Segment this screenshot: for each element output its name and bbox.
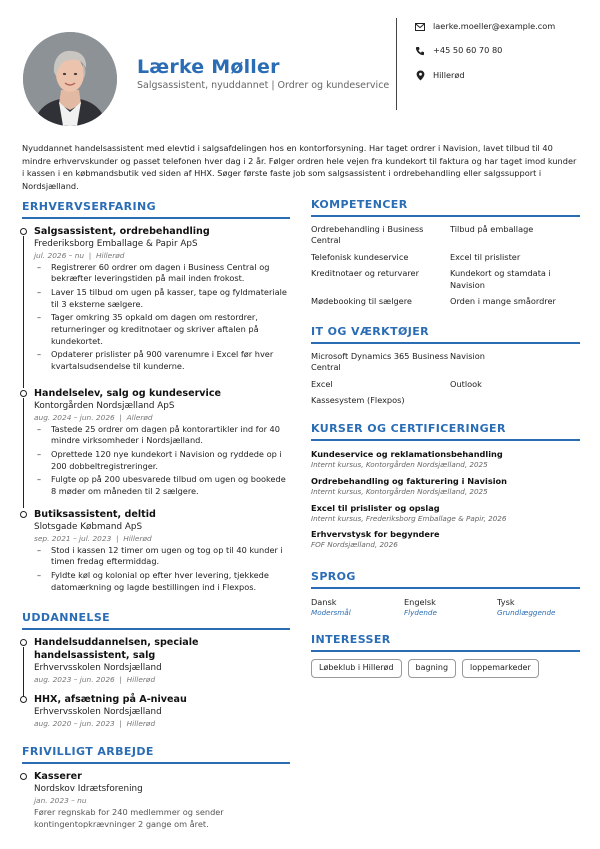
section-rule — [22, 628, 290, 630]
volunteer-description: Fører regnskab for 240 medlemmer og sender kontingentopkrævninger 2 gange om året. — [34, 806, 224, 829]
volunteer-period: jan. 2023 – nu — [34, 795, 87, 805]
timeline-line — [23, 398, 24, 508]
section-title-tools: IT OG VÆRKTØJER — [311, 325, 430, 338]
bullet-item: – Oprettede 120 nye kundekort i Navision og ryddede op i 200 dobbeltregistreringer. — [34, 449, 290, 472]
bullet-item: – Fyldte køl og kolonial op efter hver levering, tjekkede datomærkning og lagde bestillingen ind i Flexpos. — [34, 570, 290, 593]
tool-item: Kassesystem (Flexpos) — [311, 395, 405, 406]
employer: Frederiksborg Emballage & Papir ApS — [34, 238, 198, 249]
timeline-dot — [20, 511, 27, 518]
section-rule — [311, 650, 580, 652]
tools-grid — [311, 351, 579, 407]
education-meta: aug. 2023 – jun. 2026 | Hillerød — [34, 674, 156, 684]
degree-title: HHX, afsætning på A-niveau — [34, 694, 187, 705]
skill-item: Orden i mange småordrer — [450, 296, 556, 307]
language-name: Engelsk — [404, 597, 436, 607]
contact-phone[interactable] — [415, 45, 502, 56]
interest-tag: bagning — [408, 659, 457, 678]
languages-list — [311, 597, 579, 618]
skill-item: Excel til prislister — [450, 251, 521, 262]
bullet-item: – Opdaterer prislister på 900 varenumre i Excel før hver kvartalsudsendelse til kunderne. — [34, 349, 290, 372]
tool-item: Outlook — [450, 378, 482, 389]
section-rule — [22, 762, 290, 764]
job-meta: sep. 2021 – jul. 2023 | Hillerød — [34, 533, 152, 543]
bullet-item: – Laver 15 tilbud om ugen på kasser, tape og fyldmateriale til 3 eksterne sælgere. — [34, 287, 290, 310]
job-title: Butiksassistent, deltid — [34, 509, 156, 520]
header-divider — [396, 18, 397, 110]
phone-text[interactable]: +45 50 60 70 80 — [433, 45, 503, 55]
envelope-icon — [415, 22, 425, 32]
course-title: Erhvervstysk for begyndere — [311, 529, 440, 540]
section-title-interests: INTERESSER — [311, 633, 391, 646]
language-name: Dansk — [311, 597, 337, 607]
skill-item: Ordrebehandling i Business Central — [311, 224, 424, 246]
language-item — [404, 597, 497, 618]
timeline-dot — [20, 773, 27, 780]
course-title: Excel til prislister og opslag — [311, 502, 440, 513]
education-list — [22, 694, 290, 729]
job-bullets — [34, 262, 290, 373]
timeline-dot — [20, 639, 27, 646]
job-title: Handelselev, salg og kundeservice — [34, 388, 222, 399]
experience-entry — [22, 226, 290, 373]
interests-tags — [311, 659, 579, 678]
language-level: Flydende — [404, 608, 437, 618]
section-rule — [311, 215, 580, 217]
map-pin-icon — [415, 71, 425, 81]
volunteer-list — [22, 771, 290, 831]
section-title-courses: KURSER OG CERTIFICERINGER — [311, 422, 506, 435]
section-rule — [311, 342, 580, 344]
bullet-item: – Fulgte op på 200 ubesvarede tilbud om ugen og bookede 8 møder om måneden til 2 sælgere. — [34, 474, 290, 497]
course-title: Ordrebehandling og fakturering i Navision — [311, 475, 507, 486]
tool-item: Microsoft Dynamics 365 Business Central — [311, 351, 449, 373]
volunteer-entry — [22, 771, 290, 831]
bullet-item: – Tager omkring 35 opkald om dagen om restordrer, returneringer og kreditnotaer og skriver aftalen på kundekortet. — [34, 312, 290, 347]
timeline-dot — [20, 390, 27, 397]
bullet-item: – Tastede 25 ordrer om dagen på kontorartikler ind for 40 mindre virksomheder i Nordsjælland. — [34, 424, 290, 447]
section-rule — [22, 217, 290, 219]
degree-title: Handelsuddannelsen, speciale handelsassistent, salg — [34, 637, 199, 661]
job-meta: jul. 2026 – nu | Hillerød — [34, 250, 125, 260]
section-title-skills: KOMPETENCER — [311, 198, 408, 211]
section-title-volunteer: FRIVILLIGT ARBEJDE — [22, 745, 154, 758]
language-level: Modersmål — [311, 608, 351, 618]
education-entry — [22, 637, 290, 685]
tool-item: Navision — [450, 351, 486, 361]
skill-item: Telefonisk kundeservice — [311, 251, 409, 262]
experience-entry — [22, 509, 290, 593]
bullet-item: – Registrerer 60 ordrer om dagen i Business Central og bekræfter leveringstiden på mail inden frokost. — [34, 262, 290, 285]
section-title-languages: SPROG — [311, 570, 356, 583]
person-name: Lærke Møller — [137, 56, 280, 78]
section-title-experience: ERHVERVSERFARING — [22, 200, 157, 213]
experience-list — [22, 388, 290, 500]
courses-list — [311, 449, 579, 556]
job-meta: aug. 2024 – jun. 2026 | Allerød — [34, 412, 153, 422]
profile-photo — [23, 32, 117, 126]
education-entry — [22, 694, 290, 729]
job-title: Salgsassistent, ordrebehandling — [34, 226, 210, 237]
person-headline: Salgsassistent, nyuddannet | Ordrer og kundeservice — [137, 80, 390, 91]
interest-tag: loppemarkeder — [462, 659, 539, 678]
section-rule — [311, 439, 580, 441]
phone-icon — [415, 46, 425, 56]
experience-list — [22, 509, 290, 595]
course-meta: Internt kursus, Frederiksborg Emballage & Papir, 2026 — [311, 513, 507, 523]
employer: Kontorgården Nordsjælland ApS — [34, 400, 175, 411]
education-list — [22, 637, 290, 685]
employer: Slotsgade Købmand ApS — [34, 521, 143, 532]
timeline-dot — [20, 228, 27, 235]
course-meta: Internt kursus, Kontorgården Nordsjælland, 2025 — [311, 460, 488, 470]
section-title-education: UDDANNELSE — [22, 611, 111, 624]
experience-list — [22, 226, 290, 375]
summary-text: Nyuddannet handelsassistent med elevtid i salgsafdelingen hos en kontorforsyning. Har taget ordrer i Navision, lavet tilbud til 40 mindre erhvervskunder og passet telefonen hver dag i 2 år. Følger ordren hele vejen fra kundekort til faktura og har taget imod kunder i kassen i en købmandsbutik ved siden af HHX. Søger første faste job som salgsassistent i ordrebehandling eller salgssupport i Nordsjælland. — [22, 143, 577, 192]
volunteer-role: Kasserer — [34, 771, 82, 782]
experience-entry — [22, 388, 290, 498]
skill-item: Mødebooking til sælgere — [311, 296, 412, 307]
school: Erhvervsskolen Nordsjælland — [34, 662, 162, 673]
language-level: Grundlæggende — [497, 608, 556, 618]
education-meta: aug. 2020 – jun. 2023 | Hillerød — [34, 718, 156, 728]
email-text[interactable]: laerke.moeller@example.com — [433, 21, 556, 31]
timeline-dot — [20, 696, 27, 703]
course-meta: Internt kursus, Kontorgården Nordsjælland, 2025 — [311, 486, 488, 496]
volunteer-org: Nordskov Idrætsforening — [34, 783, 143, 794]
school: Erhvervsskolen Nordsjælland — [34, 706, 162, 717]
course-title: Kundeservice og reklamationsbehandling — [311, 449, 503, 459]
resume-header — [0, 0, 600, 140]
bullet-item: – Stod i kassen 12 timer om ugen og tog op til 40 kunder i timen fredag eftermiddag. — [34, 545, 290, 568]
job-bullets — [34, 424, 290, 498]
section-rule — [311, 587, 580, 589]
contact-email[interactable] — [415, 21, 555, 32]
timeline-line — [23, 236, 24, 388]
job-bullets — [34, 545, 290, 594]
course-meta: FOF Nordsjælland, 2026 — [311, 540, 398, 550]
skill-item: Tilbud på emballage — [450, 224, 534, 234]
language-item — [497, 597, 579, 618]
tool-item: Excel — [311, 378, 333, 389]
contact-location — [415, 70, 465, 81]
location-text: Hillerød — [433, 70, 465, 80]
skill-item: Kreditnotaer og returvarer — [311, 268, 419, 279]
skill-item: Kundekort og stamdata i Navision — [450, 268, 551, 290]
skills-grid — [311, 224, 579, 308]
language-name: Tysk — [497, 597, 515, 607]
language-item — [311, 597, 404, 618]
interest-tag: Løbeklub i Hillerød — [311, 659, 402, 678]
